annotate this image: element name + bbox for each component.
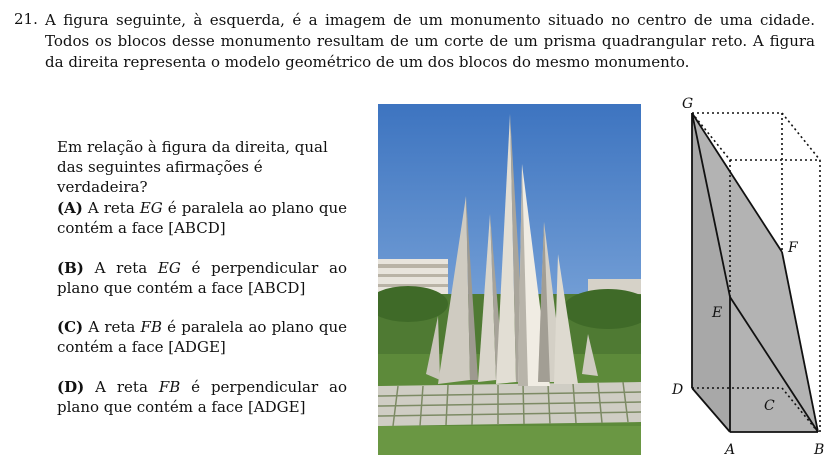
- option-text-pre: A reta: [87, 199, 140, 217]
- option-text-post: é perpendicular ao plano que contém a face: [57, 378, 347, 416]
- option-b: [57, 258, 347, 298]
- option-d: [57, 377, 347, 417]
- option-face: [ABCD]: [247, 279, 306, 297]
- option-a: [57, 198, 347, 238]
- monument-photo: [378, 104, 641, 455]
- prism-figure: [660, 92, 832, 462]
- label-b: B: [814, 442, 825, 458]
- option-face: [ADGE]: [168, 338, 226, 356]
- option-key: (B): [57, 259, 84, 277]
- label-f: F: [788, 240, 798, 256]
- question-prompt: Em relação à figura da direita, qual das seguintes afirmações é verdadeira?: [57, 138, 328, 196]
- option-c: [57, 317, 347, 357]
- option-text-pre: A reta: [95, 378, 159, 396]
- option-text-post: é perpendicular ao plano que contém a face: [57, 259, 347, 297]
- option-text-post: é paralela ao plano que contém a face: [57, 318, 347, 356]
- label-e: E: [712, 305, 723, 321]
- option-line: FB: [158, 378, 181, 396]
- option-line: EG: [157, 259, 181, 277]
- label-c: C: [764, 398, 775, 414]
- option-key: (D): [57, 378, 85, 396]
- option-text-post: é paralela ao plano que contém a face: [57, 199, 348, 237]
- option-line: FB: [140, 318, 162, 336]
- label-d: D: [672, 382, 684, 398]
- option-line: EG: [139, 199, 163, 217]
- option-key: (A): [57, 199, 83, 217]
- foreground-grass: [378, 426, 641, 455]
- question-intro: A figura seguinte, à esquerda, é a imagem de um monumento situado no centro de uma cidade. Todos os blocos desse monumento resultam de um corte de um prisma quadrangular reto. A figura da direita representa o modelo geométrico de um dos blocos do mesmo monumento.: [45, 11, 815, 71]
- label-a: A: [725, 442, 736, 458]
- label-g: G: [682, 96, 694, 112]
- option-face: [ADGE]: [247, 398, 306, 416]
- option-face: [ABCD]: [168, 219, 226, 237]
- option-text-pre: A reta: [88, 318, 141, 336]
- option-key: (C): [57, 318, 84, 336]
- option-text-pre: A reta: [94, 259, 158, 277]
- question-number: 21.: [14, 10, 38, 28]
